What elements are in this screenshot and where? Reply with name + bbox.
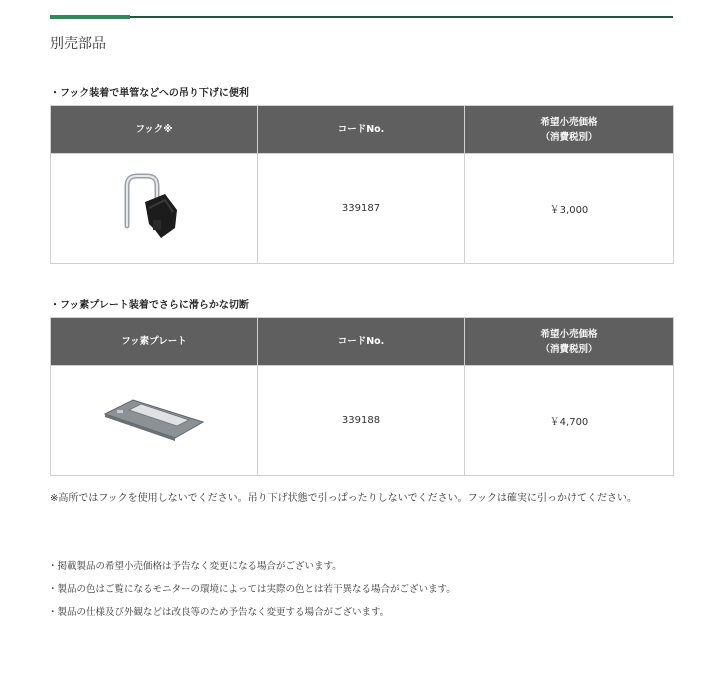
table-row (51, 366, 674, 476)
product-image-cell (51, 154, 258, 264)
table-header-row (51, 106, 674, 154)
code-cell: 339187 (258, 154, 465, 264)
product-header: フッ素プレート (51, 318, 258, 366)
list-item: ・掲載製品の希望小売価格は予告なく変更になる場合がございます。 (48, 561, 342, 572)
price-header-line1: 希望小売価格 (540, 328, 598, 340)
hook-heading: ・フック装着で単管などへの吊り下げに便利 (50, 88, 249, 99)
section-title: 別売部品 (50, 36, 106, 52)
table-row (51, 154, 674, 264)
product-image-cell (51, 366, 258, 476)
plate-table (50, 317, 674, 476)
product-header: フック※ (51, 106, 258, 154)
table-header-row (51, 318, 674, 366)
code-header: コードNo. (258, 106, 465, 154)
price-header-line1: 希望小売価格 (540, 116, 598, 128)
price-header-line2: （消費税別） (540, 131, 598, 143)
code-header: コードNo. (258, 318, 465, 366)
price-header (465, 318, 674, 366)
hook-table (50, 105, 674, 264)
price-cell: ￥4,700 (465, 366, 674, 476)
price-cell: ￥3,000 (465, 154, 674, 264)
disclaimer-list (48, 560, 456, 629)
price-header (465, 106, 674, 154)
price-header-line2: （消費税別） (540, 343, 598, 355)
plate-heading: ・フッ素プレート装着でさらに滑らかな切断 (50, 300, 249, 311)
code-cell: 339188 (258, 366, 465, 476)
top-rule-accent (50, 15, 130, 19)
list-item: ・製品の仕様及び外観などは改良等のため予告なく変更する場合がございます。 (48, 607, 390, 618)
list-item: ・製品の色はご覧になるモニターの環境によっては実際の色とは若干異なる場合がございます。 (48, 584, 456, 595)
caution-note: ※高所ではフックを使用しないでください。吊り下げ状態で引っぱったりしないでください。フックは確実に引っかけてください。 (50, 493, 637, 504)
fluorine-plate-icon (99, 386, 209, 456)
top-rule (50, 16, 673, 18)
hook-icon (109, 164, 199, 254)
